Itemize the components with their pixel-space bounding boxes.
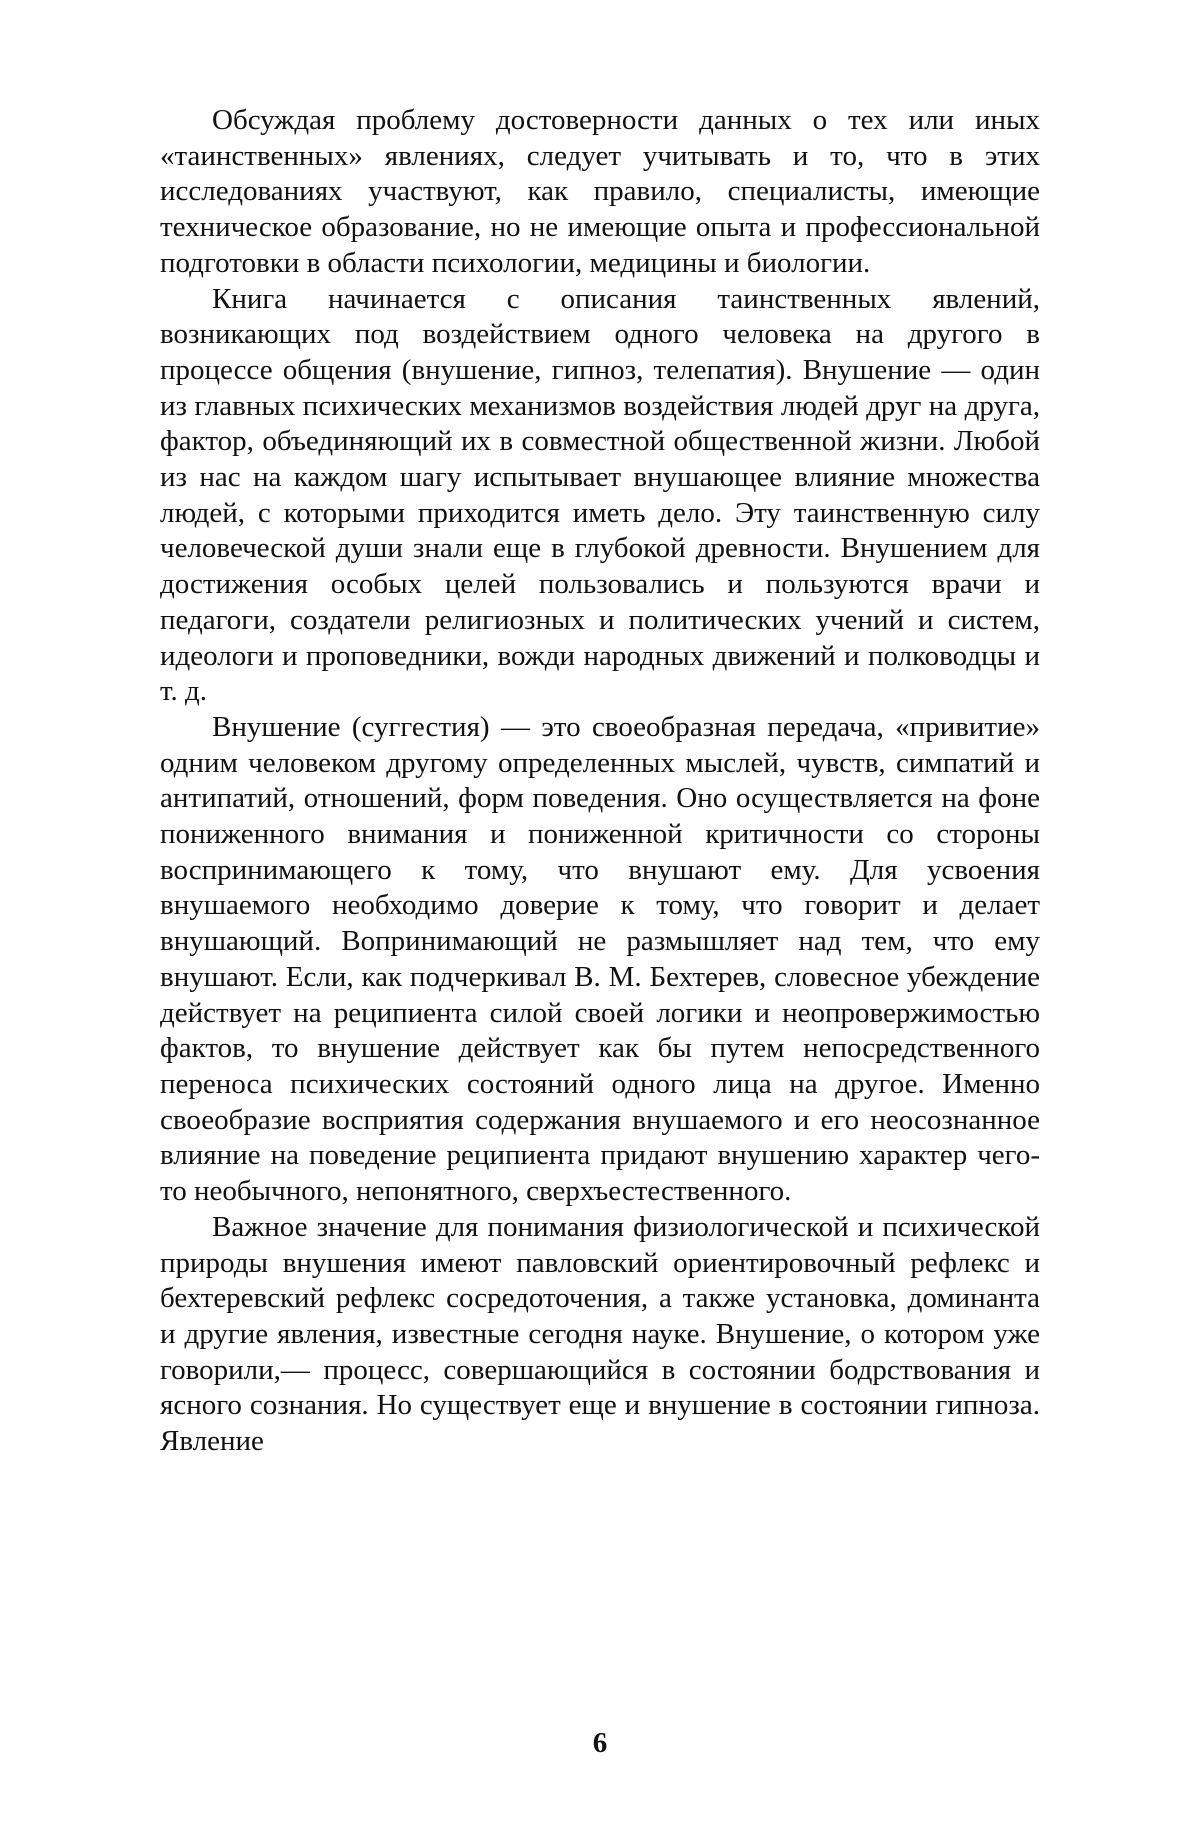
paragraph-3: Внушение (суггестия) — это своеобразная передача, «привитие» одним человеком другому определенных мыслей, чувств, симпатий и антипатий, отношений, форм поведения. Оно осуществляется на фоне пониженного внимания и пониженной критичности со стороны воспринимающего к тому, что внушают ему. Для усвоения внушаемого необходимо доверие к тому, что говорит и делает внушающий. Вопринимающий не размышляет над тем, что ему внушают. Если, как подчеркивал В. М. Бехтерев, словесное убеждение действует на реципиента силой своей логики и неопровержимостью фактов, то внушение действует как бы путем непосредственного переноса психических состояний одного лица на другое. Именно своеобразие восприятия содержания внушаемого и его неосознанное влияние на поведение реципиента придают внушению характер чего-то необычного, непонятного, сверхъестественного. [160, 710, 1040, 1208]
body-text [160, 103, 1040, 1460]
paragraph-2: Книга начинается с описания таинственных явлений, возникающих под воздействием одного человека на другого в процессе общения (внушение, гипноз, телепатия). Внушение — один из главных психических механизмов воздействия людей друг на друга, фактор, объединяющий их в совместной общественной жизни. Любой из нас на каждом шагу испытывает внушающее влияние множества людей, с которыми приходится иметь дело. Эту таинственную силу человеческой души знали еще в глубокой древности. Внушением для достижения особых целей пользовались и пользуются врачи и педагоги, создатели религиозных и политических учений и систем, идеологи и проповедники, вожди народных движений и полководцы и т. д. [160, 282, 1040, 708]
paragraph-1: Обсуждая проблему достоверности данных о тех или иных «таинственных» явлениях, следует учитывать и то, что в этих исследованиях участвуют, как правило, специалисты, имеющие техническое образование, но не имеющие опыта и профессиональной подготовки в области психологии, медицины и биологии. [160, 104, 1040, 279]
paragraph-4: Важное значение для понимания физиологической и психической природы внушения имеют павловский ориентировочный рефлекс и бехтеревский рефлекс сосредоточения, а также установка, доминанта и другие явления, известные сегодня науке. Внушение, о котором уже говорили,— процесс, совершающийся в состоянии бодрствования и ясного сознания. Но существует еще и внушение в состоянии гипноза. Явление [160, 1210, 1040, 1458]
page-number: 6 [592, 1727, 608, 1759]
